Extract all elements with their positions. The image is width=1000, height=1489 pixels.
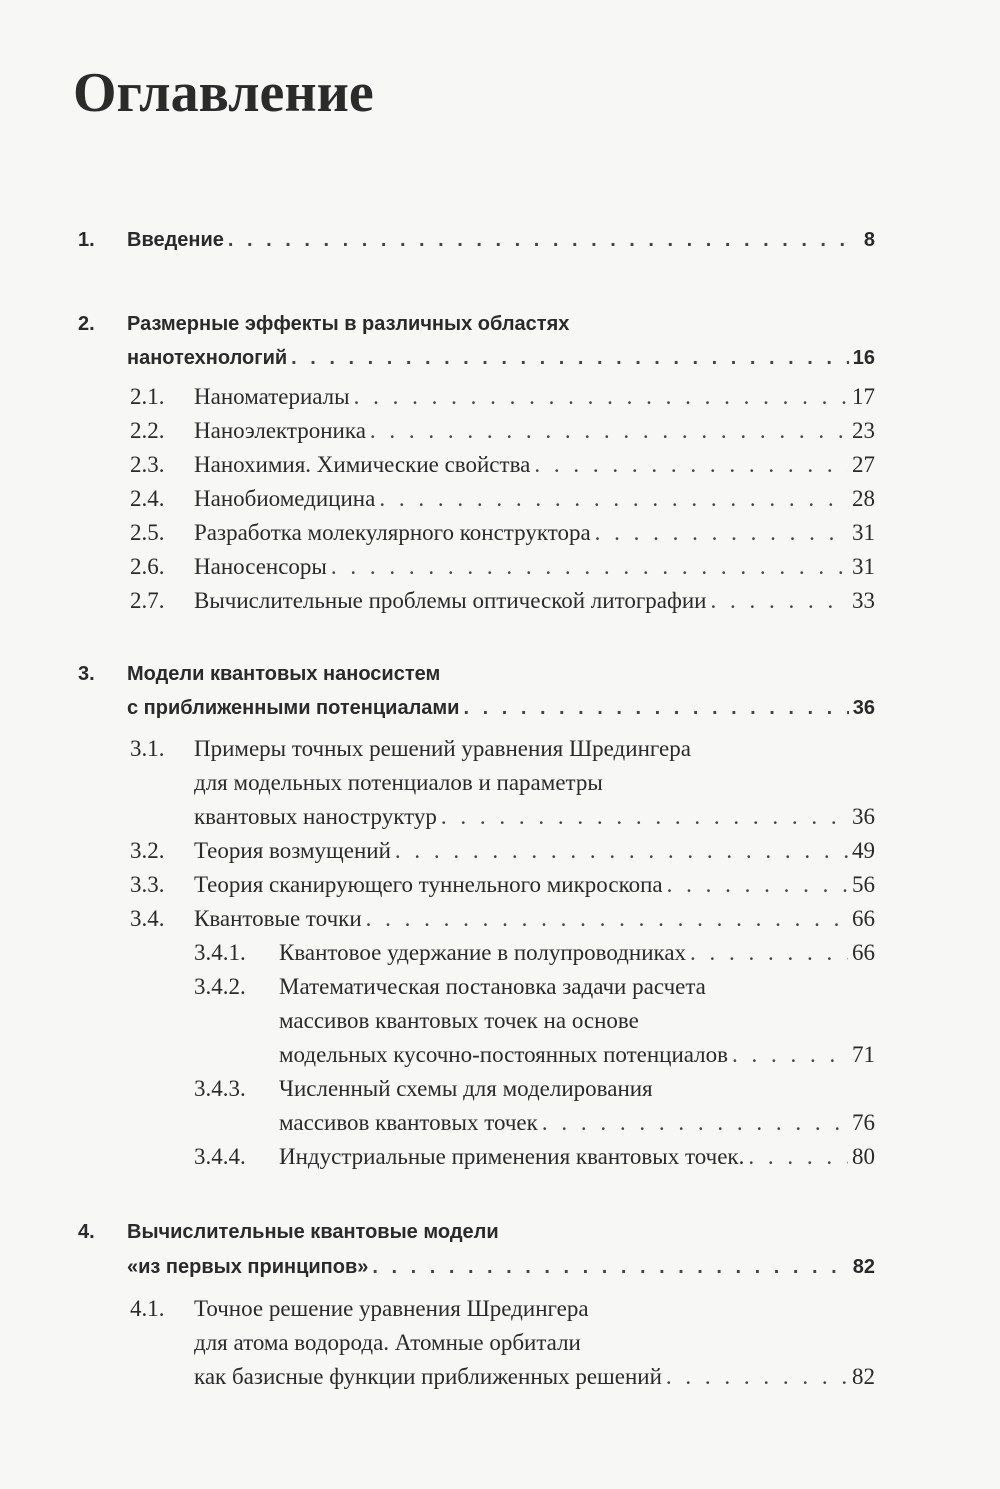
chapter-1-number: 1.	[78, 229, 95, 251]
section-2-4-title: Нанобиомедицина	[194, 486, 376, 511]
section-2-4-page: 28	[852, 486, 875, 511]
section-3-4-2-title-line3: модельных кусочно-постоянных потенциалов	[279, 1042, 729, 1067]
section-2-2-page: 23	[852, 418, 875, 443]
leader-dots	[370, 414, 848, 448]
toc-entry-section-3-4-1[interactable]	[279, 936, 875, 970]
chapter-1-title: Введение	[127, 229, 224, 251]
chapter-4-page: 82	[852, 1256, 875, 1278]
leader-dots	[354, 380, 848, 414]
chapter-2-number: 2.	[78, 313, 95, 335]
toc-entry-section-2-7[interactable]	[194, 584, 875, 618]
section-2-1-number: 2.1.	[130, 384, 165, 409]
section-2-2-title: Наноэлектроника	[194, 418, 366, 443]
page-title: Оглавление	[73, 62, 374, 124]
toc-entry-section-3-3[interactable]	[194, 868, 875, 902]
section-4-1-title-line2: для атома водорода. Атомные орбитали	[194, 1330, 581, 1355]
toc-entry-chapter-2[interactable]	[127, 341, 875, 375]
section-3-4-3-page: 76	[852, 1110, 875, 1135]
section-3-4-3-title-line2: массивов квантовых точек	[279, 1110, 538, 1135]
toc-entry-section-4-1[interactable]	[194, 1360, 875, 1394]
section-2-3-page: 27	[852, 452, 875, 477]
section-3-4-3-number: 3.4.3.	[194, 1076, 246, 1101]
section-2-7-number: 2.7.	[130, 588, 165, 613]
toc-entry-section-2-2[interactable]	[194, 414, 875, 448]
toc-entry-section-2-1[interactable]	[194, 380, 875, 414]
section-3-4-4-number: 3.4.4.	[194, 1144, 246, 1169]
section-2-6-number: 2.6.	[130, 554, 165, 579]
section-3-4-2-title-line2: массивов квантовых точек на основе	[279, 1008, 639, 1033]
leader-dots	[441, 800, 848, 834]
chapter-2-title-line2: нанотехнологий	[127, 347, 288, 369]
section-3-2-page: 49	[852, 838, 875, 863]
section-3-4-2-number: 3.4.2.	[194, 974, 246, 999]
section-2-2-number: 2.2.	[130, 418, 165, 443]
chapter-4-title-line2: «из первых принципов»	[127, 1256, 369, 1278]
leader-dots	[710, 584, 848, 618]
chapter-2-page: 16	[852, 347, 875, 369]
toc-entry-chapter-1[interactable]	[127, 223, 875, 257]
toc-entry-section-3-2[interactable]	[194, 834, 875, 868]
toc-entry-section-3-4-3[interactable]	[279, 1106, 875, 1140]
leader-dots	[666, 1360, 848, 1394]
toc-entry-section-2-4[interactable]	[194, 482, 875, 516]
section-2-7-title: Вычислительные проблемы оптической литографии	[194, 588, 707, 613]
leader-dots	[463, 691, 848, 725]
section-3-4-page: 66	[852, 906, 875, 931]
section-2-4-number: 2.4.	[130, 486, 165, 511]
toc-entry-section-3-1[interactable]	[194, 800, 875, 834]
section-3-4-2-title-line1: Математическая постановка задачи расчета	[279, 974, 706, 999]
section-4-1-title-line3: как базисные функции приближенных решений	[194, 1364, 662, 1389]
section-2-5-page: 31	[852, 520, 875, 545]
leader-dots	[395, 834, 848, 868]
section-3-2-title: Теория возмущений	[194, 838, 391, 863]
chapter-4-number: 4.	[78, 1221, 95, 1243]
section-3-4-3-title-line1: Численный схемы для моделирования	[279, 1076, 653, 1101]
section-2-6-title: Наносенсоры	[194, 554, 327, 579]
leader-dots	[534, 448, 848, 482]
section-3-1-title-line3: квантовых наноструктур	[194, 804, 437, 829]
chapter-1-page: 8	[863, 229, 875, 251]
section-3-4-1-number: 3.4.1.	[194, 940, 246, 965]
leader-dots	[366, 902, 848, 936]
chapter-4-title-line1: Вычислительные квантовые модели	[127, 1221, 499, 1243]
section-2-7-page: 33	[852, 588, 875, 613]
section-3-1-title-line2: для модельных потенциалов и параметры	[194, 770, 603, 795]
toc-entry-section-3-4-4[interactable]	[279, 1140, 875, 1174]
section-3-3-title: Теория сканирующего туннельного микроскопа	[194, 872, 663, 897]
chapter-3-title-line1: Модели квантовых наносистем	[127, 663, 441, 685]
section-3-2-number: 3.2.	[130, 838, 165, 863]
leader-dots	[595, 516, 848, 550]
toc-entry-section-2-3[interactable]	[194, 448, 875, 482]
section-3-4-1-title: Квантовое удержание в полупроводниках	[279, 940, 687, 965]
leader-dots	[732, 1038, 848, 1072]
section-2-6-page: 31	[852, 554, 875, 579]
chapter-2-title-line1: Размерные эффекты в различных областях	[127, 313, 570, 335]
chapter-3-page: 36	[852, 697, 875, 719]
toc-entry-section-2-6[interactable]	[194, 550, 875, 584]
leader-dots	[542, 1106, 848, 1140]
section-2-3-number: 2.3.	[130, 452, 165, 477]
leader-dots	[372, 1250, 848, 1284]
section-3-1-title-line1: Примеры точных решений уравнения Шредингера	[194, 736, 691, 761]
toc-entry-section-3-4-2[interactable]	[279, 1038, 875, 1072]
leader-dots	[379, 482, 848, 516]
section-3-1-number: 3.1.	[130, 736, 165, 761]
section-2-1-title: Наноматериалы	[194, 384, 350, 409]
section-3-4-2-page: 71	[852, 1042, 875, 1067]
leader-dots	[690, 936, 848, 970]
leader-dots	[331, 550, 848, 584]
section-3-1-page: 36	[852, 804, 875, 829]
section-3-4-4-title: Индустриальные применения квантовых точек.	[279, 1144, 745, 1169]
leader-dots	[228, 223, 860, 257]
toc-entry-chapter-4[interactable]	[127, 1250, 875, 1284]
chapter-3-title-line2: с приближенными потенциалами	[127, 697, 460, 719]
section-2-1-page: 17	[852, 384, 875, 409]
section-4-1-number: 4.1.	[130, 1296, 165, 1321]
section-3-4-number: 3.4.	[130, 906, 165, 931]
section-4-1-page: 82	[852, 1364, 875, 1389]
section-2-3-title: Нанохимия. Химические свойства	[194, 452, 531, 477]
section-3-4-4-page: 80	[852, 1144, 875, 1169]
section-2-5-number: 2.5.	[130, 520, 165, 545]
leader-dots	[291, 341, 849, 375]
section-3-3-page: 56	[852, 872, 875, 897]
toc-entry-section-2-5[interactable]	[194, 516, 875, 550]
leader-dots	[748, 1140, 848, 1174]
section-3-4-1-page: 66	[852, 940, 875, 965]
section-4-1-title-line1: Точное решение уравнения Шредингера	[194, 1296, 589, 1321]
section-3-4-title: Квантовые точки	[194, 906, 362, 931]
chapter-3-number: 3.	[78, 663, 95, 685]
section-3-3-number: 3.3.	[130, 872, 165, 897]
toc-entry-section-3-4[interactable]	[194, 902, 875, 936]
section-2-5-title: Разработка молекулярного конструктора	[194, 520, 591, 545]
toc-entry-chapter-3[interactable]	[127, 691, 875, 725]
leader-dots	[667, 868, 848, 902]
